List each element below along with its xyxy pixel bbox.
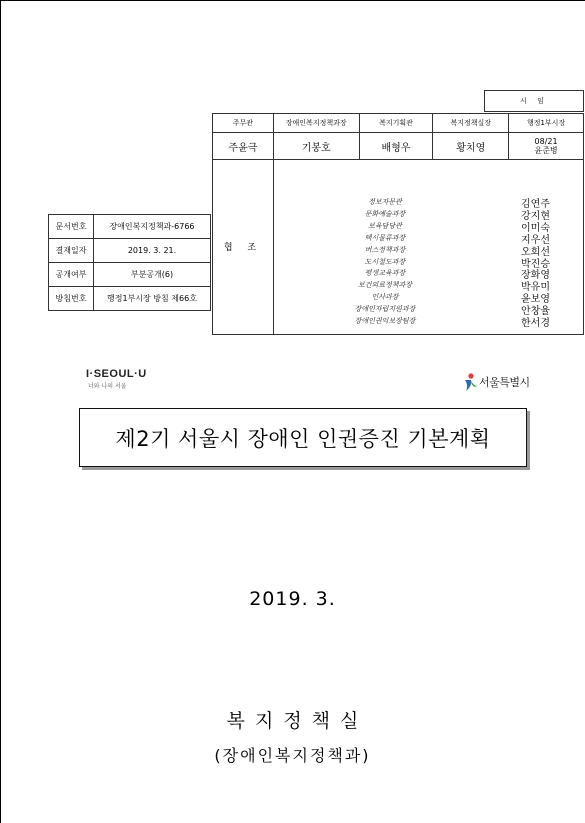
cooperation-dept: 문화예술과장 <box>364 209 406 218</box>
doc-info-row <box>49 287 211 311</box>
seoul-emblem-icon <box>462 372 478 392</box>
document-info-table <box>48 214 211 311</box>
cooperation-person: 오희선 <box>521 246 550 258</box>
approval-final-name: 윤준병 <box>534 146 558 155</box>
cooperation-person: 박유미 <box>521 282 550 294</box>
cooperation-dept: 장애인권익보장팀장 <box>354 317 416 325</box>
cooperation-row <box>275 196 585 210</box>
iseoulu-logo-subtext: 너와 나의 서울 <box>88 383 127 390</box>
approval-name-2: 기봉호 <box>273 133 359 160</box>
approval-header-2: 장애인복지정책과장 <box>273 114 359 133</box>
cooperation-person: 이미숙 <box>521 222 550 234</box>
doc-info-key: 결재일자 <box>49 239 94 263</box>
cooperation-person: 김연주 <box>521 199 550 210</box>
page-border-left <box>0 0 1 823</box>
approval-header-3: 복지기획관 <box>359 114 433 133</box>
cooperation-row <box>275 315 585 329</box>
doc-info-key: 공개여부 <box>49 263 94 287</box>
cooperation-label: 협 조 <box>213 159 274 334</box>
cooperation-dept: 보육담당관 <box>368 221 402 230</box>
page-border-top <box>0 0 585 1</box>
cooperation-dept: 택시물류과장 <box>364 233 406 242</box>
doc-info-value: 2019. 3. 21. <box>94 239 211 263</box>
iseoulu-logo-text: I·SEOUL·U <box>86 368 147 380</box>
doc-info-value: 장애인복지정책과-6766 <box>94 215 211 239</box>
approval-final-date: 08/21 <box>534 137 558 146</box>
cooperation-row <box>275 291 585 306</box>
cooperation-person: 박진승 <box>521 258 550 270</box>
approval-name-1: 주윤극 <box>213 133 274 160</box>
cooperation-dept: 버스정책과장 <box>364 245 406 254</box>
cooperation-dept: 인사과장 <box>371 293 399 302</box>
cooperation-block <box>212 159 584 335</box>
cooperation-row <box>275 244 585 258</box>
document-title: 제2기 서울시 장애인 인권증진 기본계획 <box>115 426 491 451</box>
doc-info-row <box>49 263 211 287</box>
cooperation-dept: 장애인자립지원과장 <box>354 305 416 314</box>
doc-info-value: 부분공개(6) <box>94 263 211 287</box>
cooperation-dept: 보건의료정책과장 <box>357 281 413 290</box>
approval-header-5: 행정1부시장 <box>509 114 584 133</box>
cooperation-dept: 평생교육과장 <box>364 269 406 278</box>
cooperation-row <box>275 256 585 270</box>
doc-info-key: 문서번호 <box>49 215 94 239</box>
cooperation-person: 강지현 <box>521 210 550 222</box>
seoul-city-logo <box>462 372 530 392</box>
document-title-box <box>79 408 527 467</box>
issuing-department: (장애인복지정책과) <box>214 746 371 765</box>
doc-info-key: 방침번호 <box>49 287 94 311</box>
cooperation-person: 지우선 <box>521 234 550 246</box>
issuing-office: 복지정책실 <box>226 710 369 732</box>
cooperation-person: 한서경 <box>521 318 550 329</box>
doc-info-value: 행정1부시장 방침 제66호 <box>94 287 211 311</box>
approval-header-4: 복지정책실장 <box>433 114 509 133</box>
cooperation-row <box>275 267 585 282</box>
seoul-city-logo-text: 서울특별시 <box>479 376 530 389</box>
sign-table <box>484 90 584 112</box>
cooperation-person: 장화영 <box>521 270 550 282</box>
approval-name-4: 황치영 <box>433 133 509 160</box>
approval-table <box>212 113 584 160</box>
approval-name-3: 배형우 <box>359 133 433 160</box>
sign-label: 시 임 <box>485 91 584 112</box>
cooperation-row <box>275 232 585 246</box>
doc-info-row <box>49 215 211 239</box>
cooperation-dept: 도시철도과장 <box>364 257 406 266</box>
doc-info-row <box>49 239 211 263</box>
cooperation-row <box>275 303 585 318</box>
approval-final <box>509 133 584 160</box>
approval-header-1: 주무관 <box>213 114 274 133</box>
cooperation-dept: 정보자문관 <box>368 198 402 206</box>
cooperation-row <box>275 279 585 294</box>
cooperation-row <box>275 208 585 222</box>
cooperation-person: 윤보영 <box>521 294 550 306</box>
document-date: 2019. 3. <box>249 588 336 610</box>
cooperation-row <box>275 220 585 234</box>
iseoulu-logo <box>86 368 147 390</box>
cooperation-person: 안창율 <box>521 306 550 318</box>
